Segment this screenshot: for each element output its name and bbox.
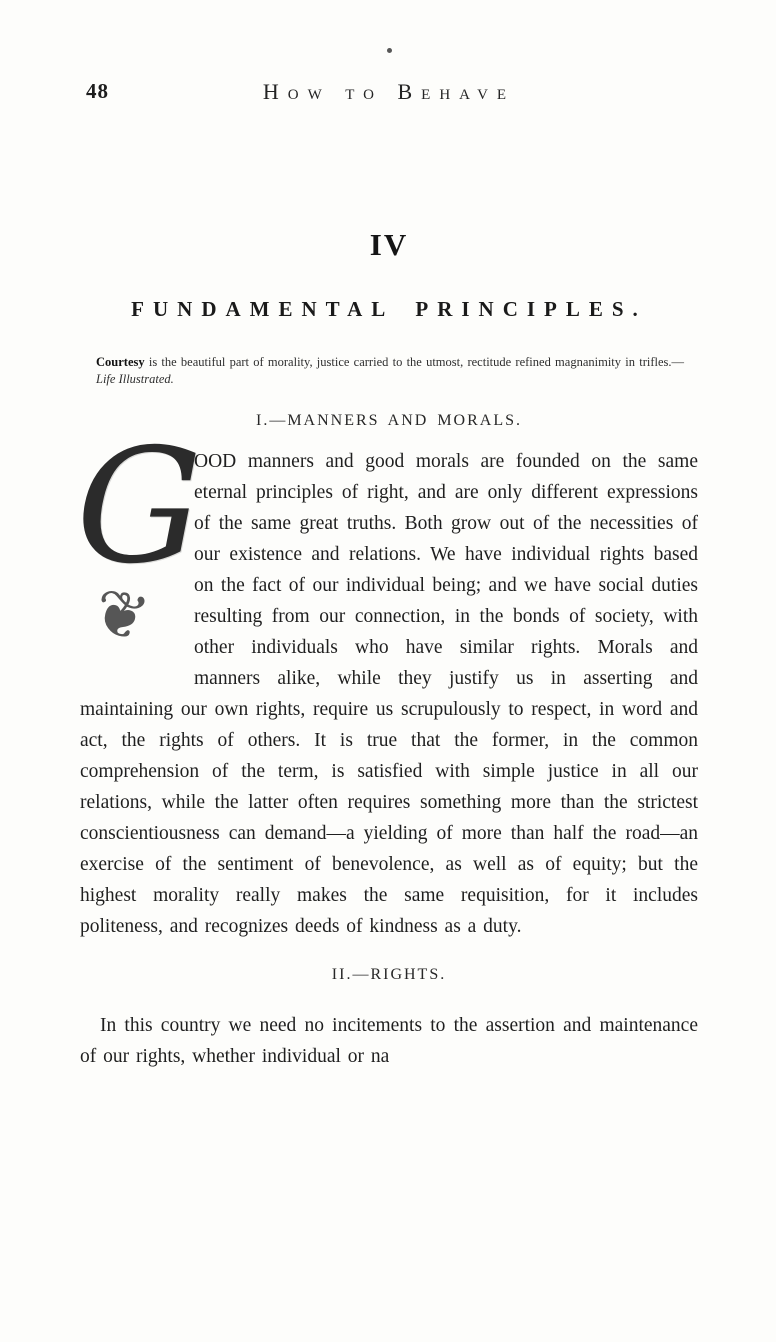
ink-speck: [387, 48, 392, 53]
epigraph-lead-word: Courtesy: [96, 355, 145, 369]
page-number: 48: [86, 79, 109, 103]
epigraph-source: Life Illustrated.: [96, 372, 174, 386]
epigraph: [80, 354, 698, 388]
epigraph-body: is the beautiful part of morality, justice carried to the utmost, rectitude refined magnanimity in trifles.—: [144, 355, 684, 369]
section-heading-rights: II.—RIGHTS.: [331, 966, 447, 983]
drop-cap-letter: G: [76, 415, 203, 599]
paragraph-rights: In this country we need no incitements to the assertion and maintenance of our rights, whether individual or na: [80, 1015, 698, 1067]
running-title: How to Behave: [262, 79, 516, 104]
ornate-initial-block: [76, 415, 203, 694]
running-head: [80, 79, 698, 105]
chapter-numeral: IV: [369, 227, 409, 262]
chapter-title: FUNDAMENTAL PRINCIPLES.: [131, 297, 647, 321]
section-heading-manners-and-morals: I.—MANNERS AND MORALS.: [255, 412, 523, 429]
paragraph-text: OOD manners and good morals are founded on the same eternal principles of right, and are only different expressions of the same great truths. Both grow out of the necessities of our existence and relations. We have individual rights based on the fact of our individual being; and we have social duties resulting from our connection, in the bonds of society, with other individuals who have similar rights. Morals and manners alike, while they justify us in asserting and maintaining our own rights, require us scrupulously to respect, in word and act, the rights of others. It is true that the former, in the common comprehension of the term, is satisfied with simple justice in all our relations, while the latter often requires something more than the strictest conscientiousness can demand—a yielding of more than half the road—an exercise of the sentiment of benevolence, as well as of equity; but the highest morality really makes the same requisition, for it includes politeness, and recognizes deeds of kindness as a duty.: [80, 451, 698, 937]
flourish-ornament-icon: ❦: [85, 573, 156, 659]
